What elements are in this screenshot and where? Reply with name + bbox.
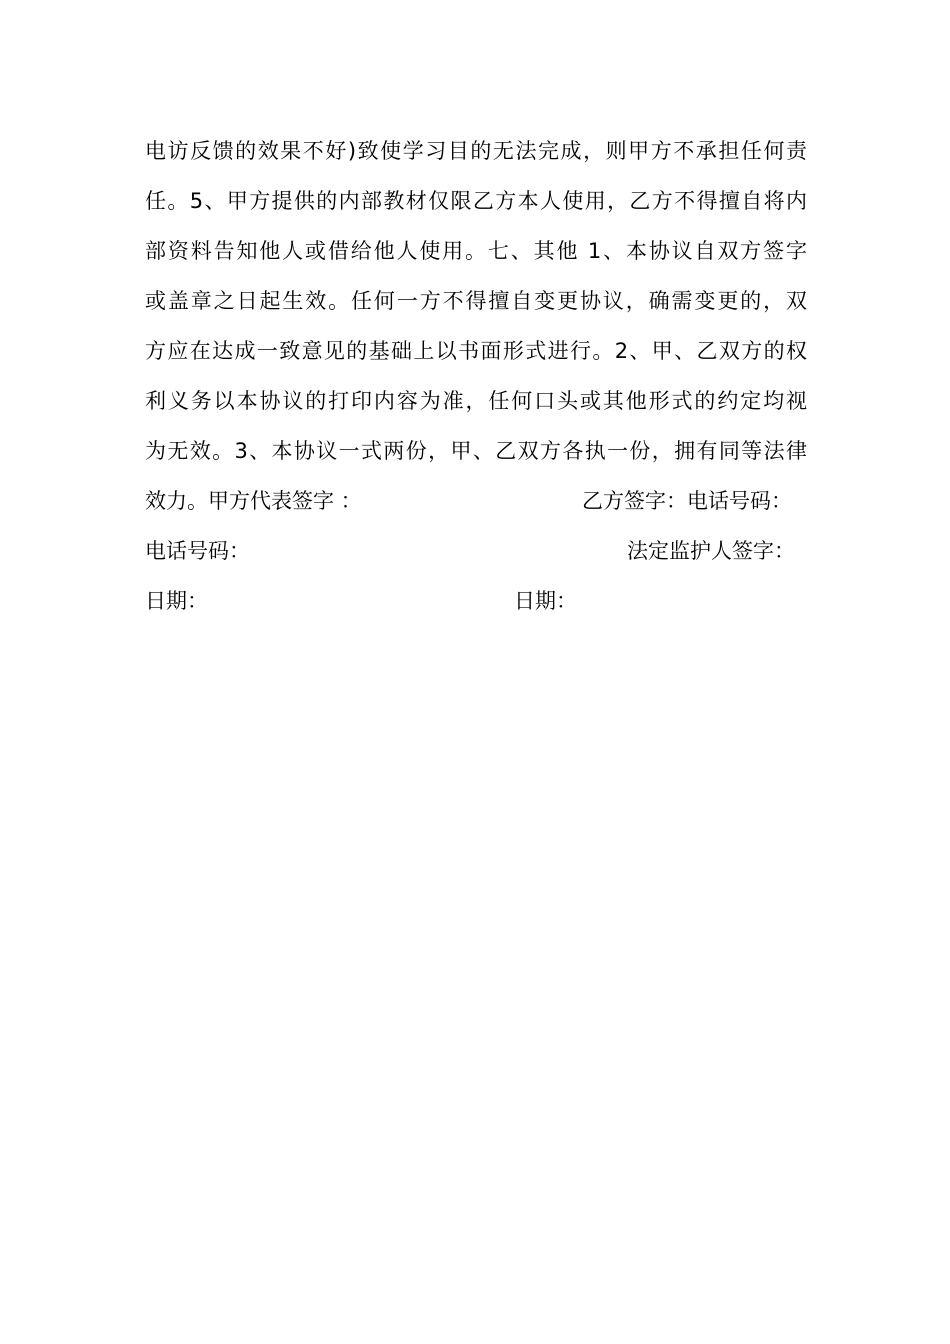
body-text-line: 部资料告知他人或借给他人使用。七、其他 1、本协议自双方签字 [145, 239, 807, 263]
body-text-line: 为无效。3、本协议一式两份，甲、乙双方各执一份，拥有同等法律 [145, 439, 807, 463]
body-text-line: 方应在达成一致意见的基础上以书面形式进行。2、甲、乙双方的权 [145, 339, 807, 363]
body-text-line: 利义务以本协议的打印内容为准，任何口头或其他形式的约定均视 [145, 389, 807, 413]
body-text-line: 任。5、甲方提供的内部教材仅限乙方本人使用，乙方不得擅自将内 [145, 189, 807, 213]
guardian-signature-label: 法定监护人签字： [627, 539, 795, 563]
body-text-line: 或盖章之日起生效。任何一方不得擅自变更协议，确需变更的，双 [145, 289, 807, 313]
phone-number-label: 电话号码： [145, 539, 250, 563]
date-label-right: 日期： [514, 589, 577, 613]
body-text-line: 电访反馈的效果不好)致使学习目的无法完成，则甲方不承担任何责 [145, 139, 807, 163]
party-a-signature-label: 效力。甲方代表签字 ： [145, 489, 362, 513]
date-label-left: 日期： [145, 589, 208, 613]
party-b-signature-phone-label: 乙方签字：电话号码： [582, 489, 792, 513]
